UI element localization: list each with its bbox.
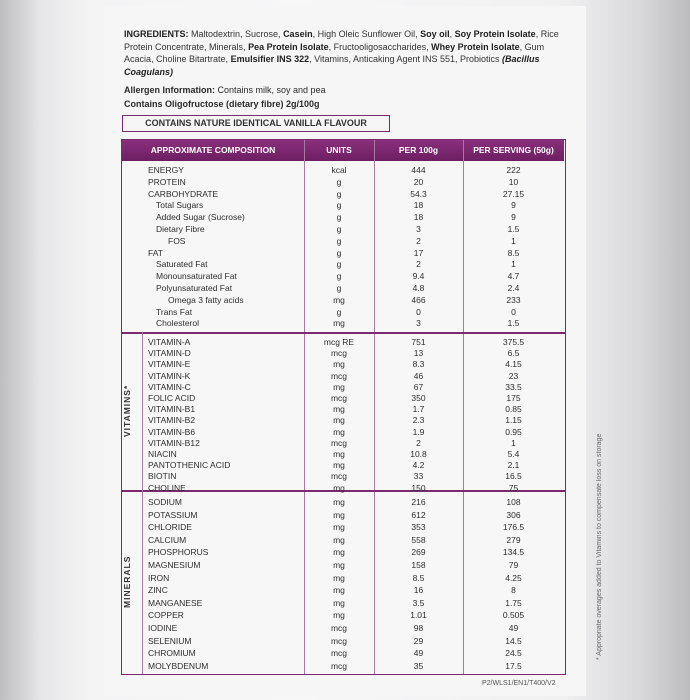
nutrient-unit: mg [333, 610, 345, 621]
value-per-100g: 29 [413, 635, 424, 646]
vitamins-side-label: VITAMINS* [122, 384, 132, 438]
value-per-100g: 18 [413, 200, 424, 211]
header-per100: PER 100g [398, 145, 439, 155]
value-per-100g: 269 [411, 547, 426, 558]
value-per-100g: 3 [416, 224, 421, 234]
nutrient-name: PANTOTHENIC ACID [148, 460, 231, 471]
value-per-serving: 4.7 [507, 271, 520, 282]
nutrient-name: MAGNESIUM [148, 560, 201, 570]
nutrient-unit: g [336, 224, 342, 234]
nutrient-name: ZINC [148, 585, 168, 596]
value-per-100g: 4.8 [412, 283, 425, 293]
ingredient-fragment: , Vitamins, Anticaking Agent INS 551, Probiotics [309, 54, 503, 65]
value-per-100g: 98 [413, 623, 424, 633]
value-per-serving: 279 [506, 534, 521, 545]
value-per-100g: 9.4 [412, 271, 425, 282]
ingredient-fragment: , Gum Acacia, Choline Bitartrate, [124, 41, 545, 65]
header-per-serving: PER SERVING (50g) [473, 145, 554, 155]
nutrient-name: BIOTIN [148, 471, 177, 482]
nutrient-name: CARBOHYDRATE [148, 188, 219, 199]
nutrient-unit: mg [333, 415, 345, 426]
nutrient-name: Trans Fat [156, 306, 193, 317]
ingredient-fragment: Soy Protein Isolate [454, 29, 536, 39]
value-per-serving: 14.5 [505, 635, 522, 646]
value-per-serving: 23 [508, 370, 519, 381]
nutrient-unit: g [336, 188, 342, 199]
ingredients-label: INGREDIENTS: [124, 29, 189, 39]
value-per-serving: 2.1 [507, 460, 520, 471]
allergen-info [124, 85, 326, 95]
nutrient-name: Total Sugars [156, 200, 204, 211]
value-per-serving: 375.5 [502, 337, 525, 347]
nutrient-unit: mcg [330, 471, 348, 482]
nutrient-unit: mg [333, 497, 345, 507]
value-per-100g: 612 [411, 509, 426, 520]
nutrient-unit: mcg [330, 348, 348, 359]
value-per-serving: 1 [511, 437, 516, 448]
nutrient-unit: g [336, 271, 342, 282]
ingredient-fragment: Maltodextrin, Sucrose, [188, 29, 284, 39]
value-per-100g: 3.5 [412, 597, 425, 608]
nutrient-name: Polyunsaturated Fat [156, 283, 233, 293]
nutrient-unit: mcg [330, 393, 348, 403]
nutrient-unit: mg [333, 449, 345, 459]
value-per-100g: 4.2 [412, 460, 425, 471]
nutrient-name: Dietary Fibre [156, 224, 205, 234]
nutrient-unit: g [336, 247, 342, 258]
nutrient-unit: mcg [330, 370, 348, 381]
value-per-100g: 350 [411, 393, 426, 403]
value-per-serving: 33.5 [505, 381, 522, 392]
value-per-100g: 1.9 [412, 426, 425, 437]
nutrient-unit: mg [333, 482, 345, 493]
nutrient-name: PHOSPHORUS [148, 547, 209, 558]
nutrient-name: MANGANESE [148, 597, 203, 608]
value-per-100g: 1.01 [410, 610, 427, 621]
value-per-100g: 3 [416, 318, 421, 329]
value-per-100g: 158 [411, 560, 426, 570]
value-per-serving: 1.15 [505, 415, 522, 426]
nutrient-unit: mg [333, 381, 345, 392]
nutrient-unit: mg [333, 404, 345, 415]
value-per-serving: 4.15 [505, 359, 522, 370]
nutrient-unit: mg [333, 560, 345, 570]
nutrient-unit: g [336, 212, 342, 223]
nutrient-name: CHLORIDE [148, 522, 192, 533]
value-per-100g: 67 [413, 381, 424, 392]
nutrient-name: MOLYBDENUM [148, 660, 209, 671]
value-per-100g: 751 [411, 337, 426, 347]
nutrient-unit: g [336, 176, 342, 187]
nutrient-unit: mg [333, 572, 345, 583]
nutrient-name: CHROMIUM [148, 648, 196, 659]
nutrient-unit: mg [333, 585, 345, 596]
value-per-100g: 54.3 [410, 188, 427, 199]
nutrient-unit: mg [333, 522, 345, 533]
value-per-serving: 176.5 [502, 522, 525, 533]
value-per-100g: 46 [413, 370, 424, 381]
value-per-serving: 9 [511, 200, 516, 211]
nutrient-name: Omega 3 fatty acids [168, 294, 244, 305]
value-per-serving: 2.4 [507, 283, 520, 293]
ingredient-fragment: Pea Protein Isolate [248, 41, 329, 52]
nutrient-unit: mg [333, 359, 345, 370]
nutrient-unit: mg [333, 426, 345, 437]
value-per-serving: 49 [508, 623, 519, 633]
nutrient-name: VITAMIN-B6 [148, 426, 196, 437]
value-per-100g: 16 [413, 585, 424, 596]
ingredient-fragment: , Rice Protein Concentrate, Minerals, [124, 29, 559, 52]
nutrient-unit: mcg [330, 635, 348, 646]
nutrient-unit: mcg [330, 437, 348, 448]
side-divider [142, 332, 143, 674]
value-per-100g: 150 [411, 482, 426, 493]
nutrient-unit: mg [333, 509, 345, 520]
nutrient-name: VITAMIN-A [148, 337, 191, 347]
flavour-statement: CONTAINS NATURE IDENTICAL VANILLA FLAVOUR [122, 115, 390, 132]
ingredient-fragment: (Bacillus Coagulans) [124, 54, 540, 77]
value-per-100g: 8.3 [412, 359, 425, 370]
value-per-serving: 8 [511, 585, 516, 596]
value-per-100g: 216 [411, 497, 426, 507]
value-per-serving: 1 [511, 235, 516, 246]
allergen-label: Allergen Information: [124, 85, 216, 95]
ingredients-text [124, 28, 574, 78]
nutrient-unit: mcg [330, 660, 348, 671]
value-per-serving: 8.5 [507, 247, 520, 258]
nutrient-unit: mg [333, 460, 345, 471]
nutrient-name: FOLIC ACID [148, 393, 196, 403]
value-per-100g: 35 [413, 660, 424, 671]
fibre-statement: Contains Oligofructose (dietary fibre) 2g/100g [124, 99, 320, 109]
value-per-100g: 2 [416, 259, 421, 270]
nutrition-table [121, 139, 566, 675]
value-per-serving: 222 [506, 165, 521, 175]
header-units: UNITS [326, 145, 352, 155]
allergen-text: Contains milk, soy and pea [215, 85, 326, 95]
value-per-serving: 75 [508, 482, 519, 493]
value-per-100g: 13 [413, 348, 424, 359]
ingredient-fragment: Casein [283, 29, 313, 39]
value-per-100g: 10.8 [410, 449, 427, 459]
value-per-100g: 558 [411, 534, 426, 545]
nutrient-unit: g [336, 259, 342, 270]
value-per-serving: 108 [506, 497, 521, 507]
value-per-100g: 2 [416, 235, 421, 246]
nutrient-name: SODIUM [148, 497, 182, 507]
value-per-100g: 2 [416, 437, 421, 448]
nutrient-unit: mcg RE [323, 337, 355, 347]
value-per-serving: 17.5 [505, 660, 522, 671]
nutrient-name: NIACIN [148, 449, 177, 459]
value-per-100g: 20 [413, 176, 424, 187]
value-per-100g: 2.3 [412, 415, 425, 426]
ingredient-fragment: Emulsifier INS 322 [230, 54, 310, 65]
nutrient-unit: kcal [331, 165, 347, 175]
nutrient-unit: mg [333, 547, 345, 558]
nutrient-unit: g [336, 283, 342, 293]
nutrient-name: PROTEIN [148, 176, 186, 187]
nutrient-name: Saturated Fat [156, 259, 208, 270]
nutrient-name: POTASSIUM [148, 509, 198, 520]
minerals-side-label: MINERALS [122, 555, 132, 609]
value-per-serving: 79 [508, 560, 519, 570]
value-per-serving: 0.85 [505, 404, 522, 415]
nutrient-unit: g [336, 235, 342, 246]
nutrient-name: FOS [168, 235, 186, 246]
value-per-serving: 233 [506, 294, 521, 305]
nutrient-unit: mg [333, 318, 345, 329]
value-per-100g: 8.5 [412, 572, 425, 583]
nutrient-name: Cholesterol [156, 318, 199, 329]
nutrient-name: ENERGY [148, 165, 184, 175]
value-per-serving: 16.5 [505, 471, 522, 482]
nutrient-name: VITAMIN-E [148, 359, 191, 370]
nutrient-name: VITAMIN-B12 [148, 437, 200, 448]
value-per-100g: 0 [416, 306, 421, 317]
header-composition: APPROXIMATE COMPOSITION [150, 145, 276, 155]
nutrient-unit: g [336, 306, 342, 317]
nutrient-unit: mg [333, 534, 345, 545]
value-per-serving: 1.75 [505, 597, 522, 608]
nutrient-name: CHOLINE [148, 482, 186, 493]
ingredient-fragment: , High Oleic Sunflower Oil, [312, 29, 421, 39]
value-per-serving: 0 [511, 306, 516, 317]
nutrient-name: VITAMIN-B1 [148, 404, 196, 415]
value-per-serving: 27.15 [502, 188, 525, 199]
nutrient-unit: mcg [330, 623, 348, 633]
nutrient-name: CALCIUM [148, 534, 187, 545]
value-per-serving: 24.5 [505, 648, 522, 659]
value-per-serving: 9 [511, 212, 516, 223]
nutrient-name: VITAMIN-K [148, 370, 191, 381]
ingredient-fragment: , [449, 29, 455, 39]
nutrient-unit: g [336, 200, 342, 211]
ingredients-body [124, 29, 559, 77]
value-per-100g: 353 [411, 522, 426, 533]
value-per-serving: 134.5 [502, 547, 525, 558]
nutrient-name: Monounsaturated Fat [156, 271, 237, 282]
value-per-serving: 306 [506, 509, 521, 520]
value-per-serving: 175 [506, 393, 521, 403]
section-divider [122, 332, 565, 334]
nutrient-name: Added Sugar (Sucrose) [156, 212, 245, 223]
nutrient-name: FAT [148, 247, 163, 258]
ingredient-fragment: Soy oil [420, 29, 450, 39]
value-per-100g: 33 [413, 471, 424, 482]
nutrient-name: COPPER [148, 610, 184, 621]
value-per-100g: 18 [413, 212, 424, 223]
value-per-100g: 466 [411, 294, 426, 305]
nutrient-name: VITAMIN-D [148, 348, 191, 359]
nutrient-name: SELENIUM [148, 635, 192, 646]
value-per-100g: 1.7 [412, 404, 425, 415]
nutrient-unit: mcg [330, 648, 348, 659]
nutrient-name: VITAMIN-C [148, 381, 191, 392]
nutrient-unit: mg [333, 294, 345, 305]
table-header [122, 140, 564, 161]
value-per-100g: 49 [413, 648, 424, 659]
value-per-serving: 1.5 [507, 318, 520, 329]
overage-footnote: * Appropriate overages added to Vitamins to compensate loss on storage [596, 433, 603, 660]
nutrient-unit: mg [333, 597, 345, 608]
ingredient-fragment: , Fructooligosaccharides, [328, 41, 432, 52]
value-per-serving: 6.5 [507, 348, 520, 359]
nutrient-name: IODINE [148, 623, 178, 633]
label-code: P2/WLS1/EN1/T400/V2 [482, 680, 556, 687]
value-per-serving: 5.4 [507, 449, 520, 459]
value-per-serving: 4.25 [505, 572, 522, 583]
nutrient-name: VITAMIN-B2 [148, 415, 196, 426]
value-per-100g: 17 [413, 247, 424, 258]
value-per-serving: 1 [511, 259, 516, 270]
value-per-serving: 10 [508, 176, 519, 187]
value-per-serving: 0.505 [502, 610, 525, 621]
nutrient-name: IRON [148, 572, 170, 583]
value-per-100g: 444 [411, 165, 426, 175]
value-per-serving: 0.95 [505, 426, 522, 437]
ingredient-fragment: Whey Protein Isolate [431, 41, 520, 52]
value-per-serving: 1.5 [507, 224, 520, 234]
